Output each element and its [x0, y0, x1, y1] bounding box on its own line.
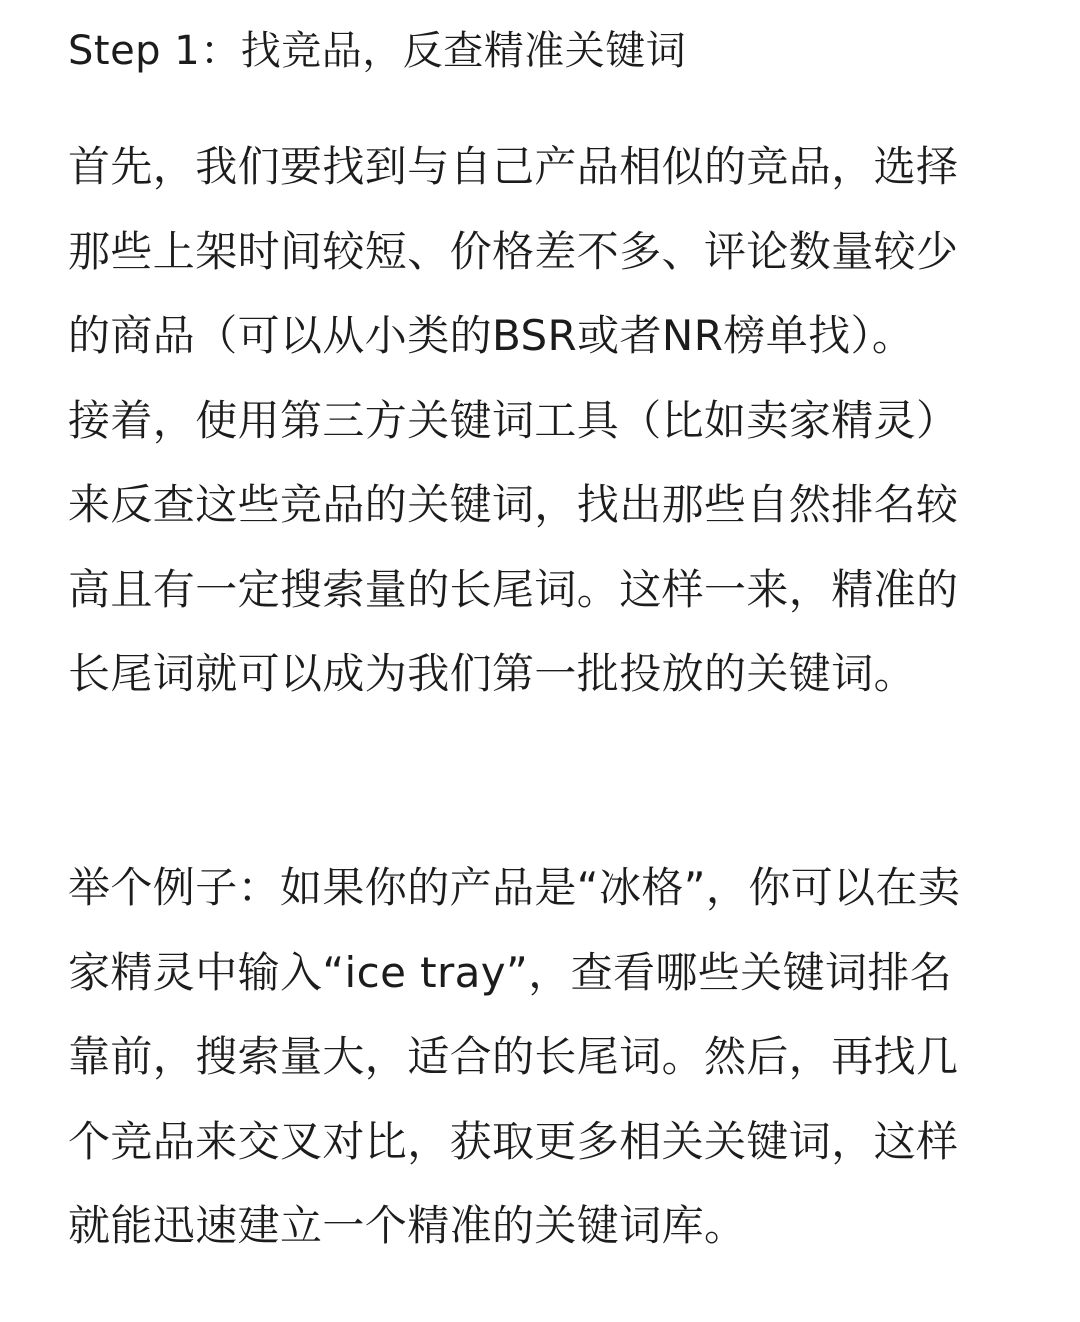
text-line: 接着，使用第三方关键词工具（比如卖家精灵） [68, 395, 959, 445]
paragraph-example [68, 846, 1012, 1269]
section-heading: Step 1：找竞品，反查精准关键词 [68, 28, 687, 74]
text-line: 来反查这些竞品的关键词，找出那些自然排名较 [68, 480, 959, 529]
text-line: 靠前，搜索量大，适合的长尾词。然后，再找几 [68, 1032, 959, 1081]
text-line: 举个例子：如果你的产品是“冰格”，你可以在卖 [68, 863, 961, 912]
paragraph-intro [68, 125, 1012, 717]
text-line: 家精灵中输入“ice tray”，查看哪些关键词排名 [68, 947, 953, 997]
text-line: 就能迅速建立一个精准的关键词库。 [68, 1201, 747, 1250]
text-line: 个竞品来交叉对比，获取更多相关关键词，这样 [68, 1116, 959, 1166]
text-line: 长尾词就可以成为我们第一批投放的关键词。 [68, 649, 917, 698]
text-line: 首先，我们要找到与自己产品相似的竞品，选择 [68, 142, 959, 191]
text-line: 高且有一定搜索量的长尾词。这样一来，精准的 [68, 564, 959, 614]
text-line: 的商品（可以从小类的BSR或者NR榜单找）。 [68, 311, 915, 360]
text-line: 那些上架时间较短、价格差不多、评论数量较少 [68, 226, 959, 276]
